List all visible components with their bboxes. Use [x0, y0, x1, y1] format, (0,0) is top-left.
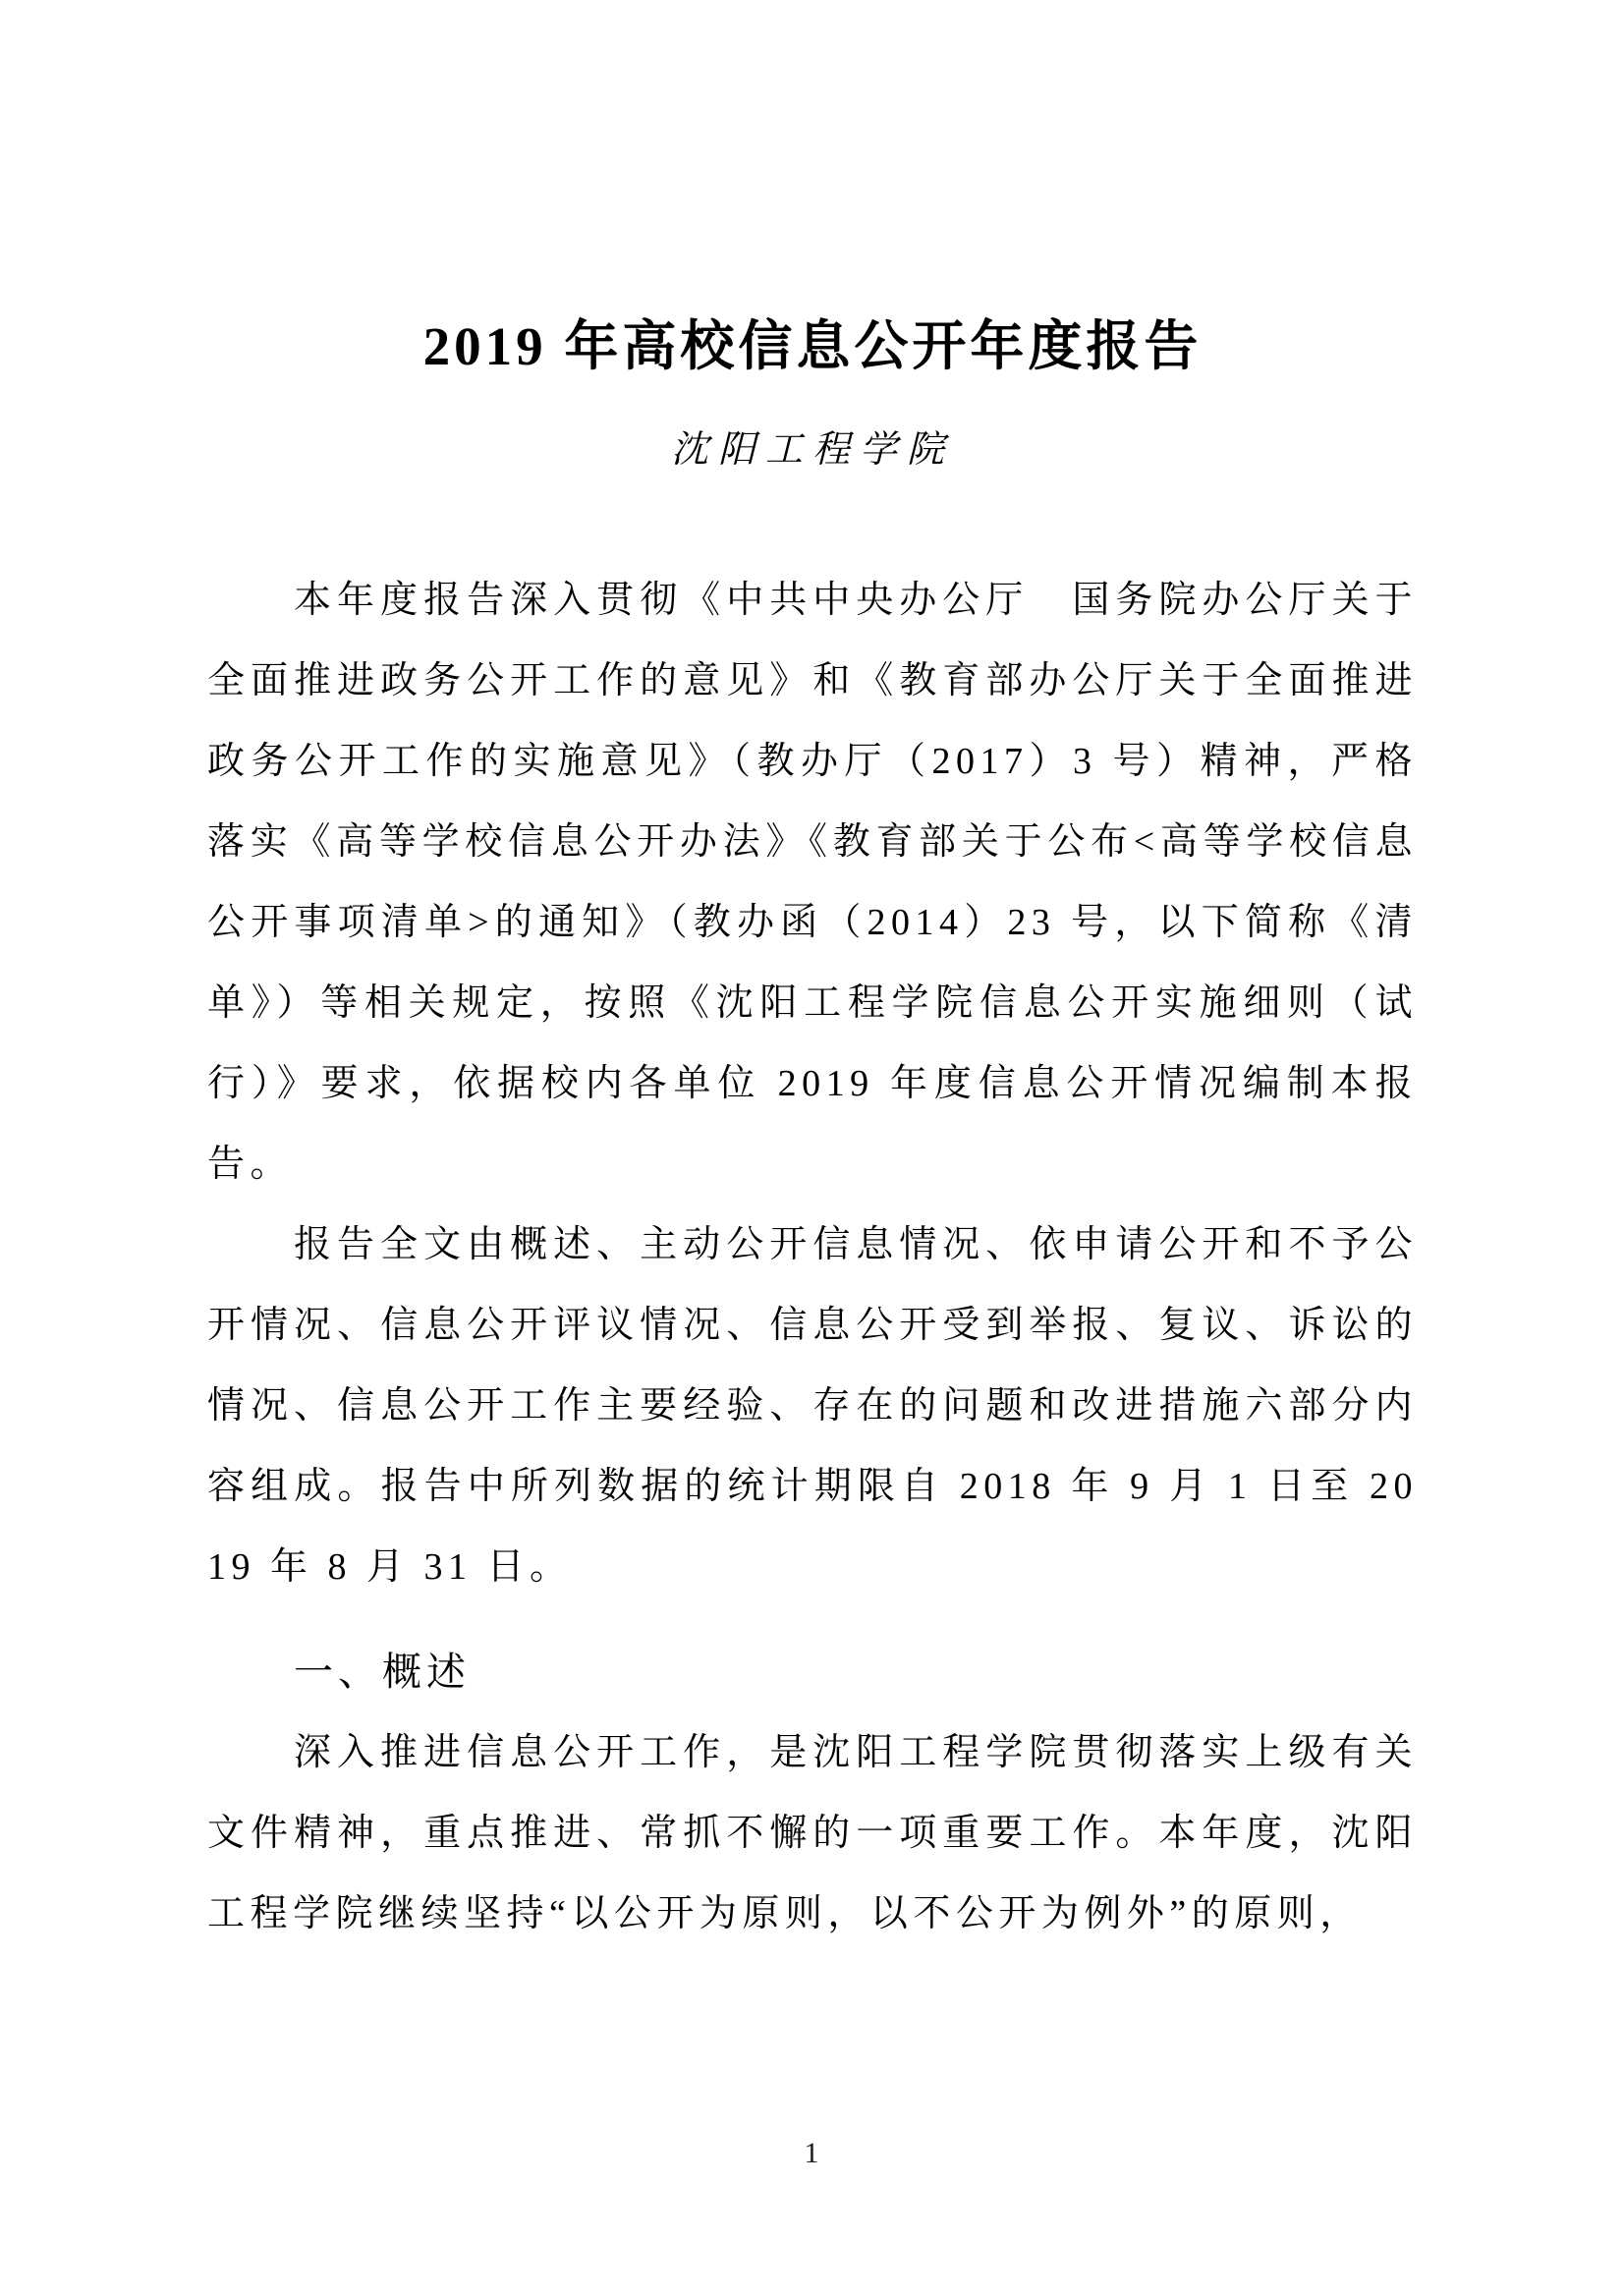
paragraph-overview-body: 深入推进信息公开工作，是沈阳工程学院贯彻落实上级有关文件精神，重点推进、常抓不懈的一项重要工作。本年度，沈阳工程学院继续坚持“以公开为原则，以不公开为例外”的原则， [207, 1732, 1418, 1934]
document-content [207, 0, 1418, 1954]
section-heading-overview: 一、概述 [294, 1651, 471, 1694]
paragraph-intro-basis: 本年度报告深入贯彻《中共中央办公厅 国务院办公厅关于全面推进政务公开工作的意见》和《教育部办公厅关于全面推进政务公开工作的实施意见》（教办厅（2017）3 号）精神，严格落实《高等学校信息公开办法》《教育部关于公布<高等学校信息公开事项清单>的通知》（教办函（2014）23 号，以下简称《清单》）等相关规定，按照《沈阳工程学院信息公开实施细则（试行）》要求，依据校内各单位 2019 年度信息公开情况编制本报告。 [207, 580, 1418, 1185]
page-number: 1 [804, 2137, 819, 2169]
paragraph-report-structure: 报告全文由概述、主动公开信息情况、依申请公开和不予公开情况、信息公开评议情况、信息公开受到举报、复议、诉讼的情况、信息公开工作主要经验、存在的问题和改进措施六部分内容组成。报告中所列数据的统计期限自 2018 年 9 月 1 日至 2019 年 8 月 31 日。 [207, 1224, 1418, 1588]
document-subtitle: 沈阳工程学院 [670, 429, 954, 471]
document-title: 2019 年高校信息公开年度报告 [422, 316, 1203, 376]
